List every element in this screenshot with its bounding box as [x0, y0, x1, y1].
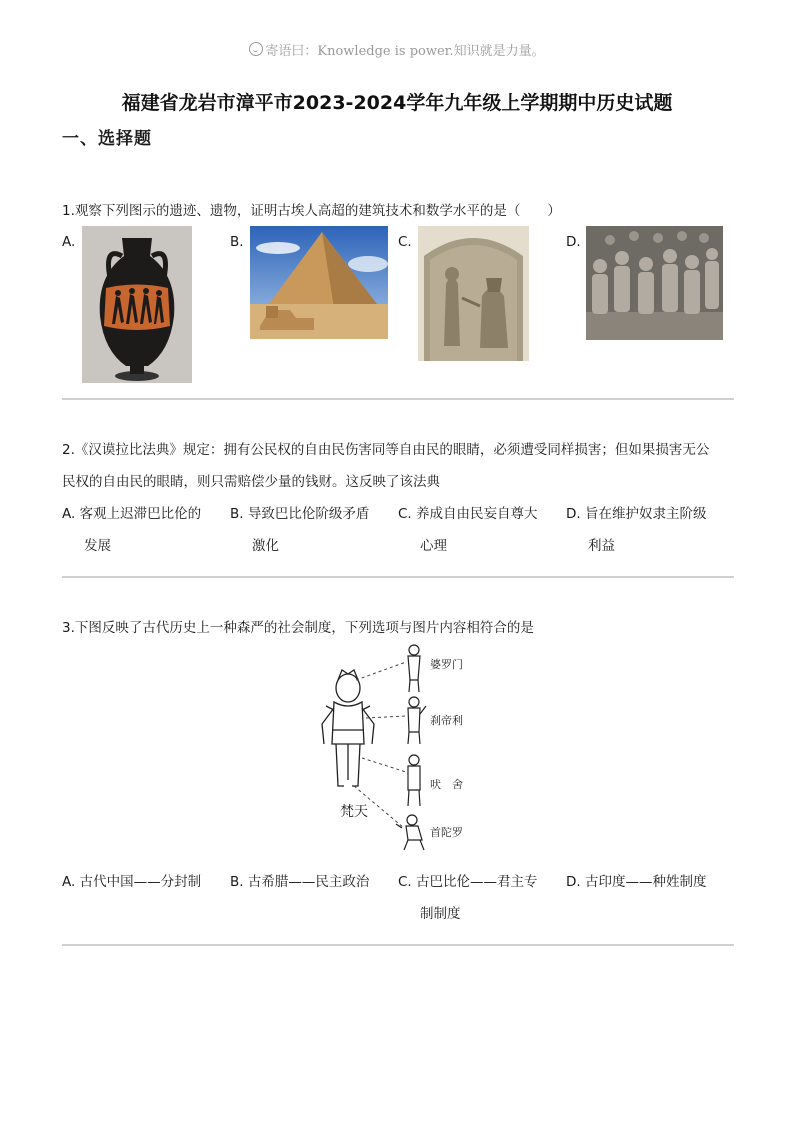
- q2-option-a[interactable]: A. 客观上迟滞巴比伦的 发展: [62, 506, 202, 554]
- q3-option-b[interactable]: B. 古希腊——民主政治: [230, 874, 370, 890]
- q2-option-c[interactable]: C. 养成自由民妄自尊大 心理: [398, 506, 538, 554]
- code-of-hammurabi-stele-image: [418, 226, 529, 361]
- caste-system-figure: [310, 640, 480, 852]
- q3-option-c[interactable]: C. 古巴比伦——君主专 制制度: [398, 874, 538, 922]
- divider: [62, 944, 734, 946]
- q1-option-c-label[interactable]: C.: [398, 234, 412, 250]
- q1-option-d-label[interactable]: D.: [566, 234, 581, 250]
- question-2-stem-line-2: 民权的自由民的眼睛，则只需赔偿少量的钱财。这反映了该法典: [62, 474, 440, 490]
- q1-option-a-label[interactable]: A.: [62, 234, 76, 250]
- brahma-label: 梵天: [340, 804, 368, 820]
- question-2-stem-line-1: 2.《汉谟拉比法典》规定：拥有公民权的自由民伤害同等自由民的眼睛，必须遭受同样损害；但如果损害无公: [62, 442, 710, 458]
- header-motto: 寄语曰：Knowledge is power.知识就是力量。: [0, 40, 794, 59]
- q1-option-b-label[interactable]: B.: [230, 234, 244, 250]
- caste-shudra-label: 首陀罗: [430, 826, 463, 839]
- question-1-stem: 1.观察下列图示的遗迹、遗物，证明古埃人高超的建筑技术和数学水平的是（ ）: [62, 203, 561, 219]
- caste-kshatriya-label: 刹帝利: [430, 714, 463, 727]
- section-heading: 一、选择题: [62, 129, 152, 149]
- q2-option-d[interactable]: D. 旨在维护奴隶主阶级 利益: [566, 506, 707, 554]
- greek-amphora-image: [82, 226, 192, 383]
- caste-brahmin-label: 婆罗门: [430, 658, 463, 671]
- caste-vaishya-label: 吠 舍: [430, 778, 463, 791]
- page-title: 福建省龙岩市漳平市2023-2024学年九年级上学期期中历史试题: [121, 92, 673, 114]
- terracotta-warriors-image: [586, 226, 723, 340]
- question-3-stem: 3.下图反映了古代历史上一种森严的社会制度，下列选项与图片内容相符合的是: [62, 620, 534, 636]
- q3-option-a[interactable]: A. 古代中国——分封制: [62, 874, 202, 890]
- q2-option-b[interactable]: B. 导致巴比伦阶级矛盾 激化: [230, 506, 370, 554]
- pyramid-sphinx-image: [250, 226, 388, 339]
- divider: [62, 576, 734, 578]
- smile-icon: [249, 42, 263, 56]
- divider: [62, 398, 734, 400]
- q3-option-d[interactable]: D. 古印度——种姓制度: [566, 874, 707, 890]
